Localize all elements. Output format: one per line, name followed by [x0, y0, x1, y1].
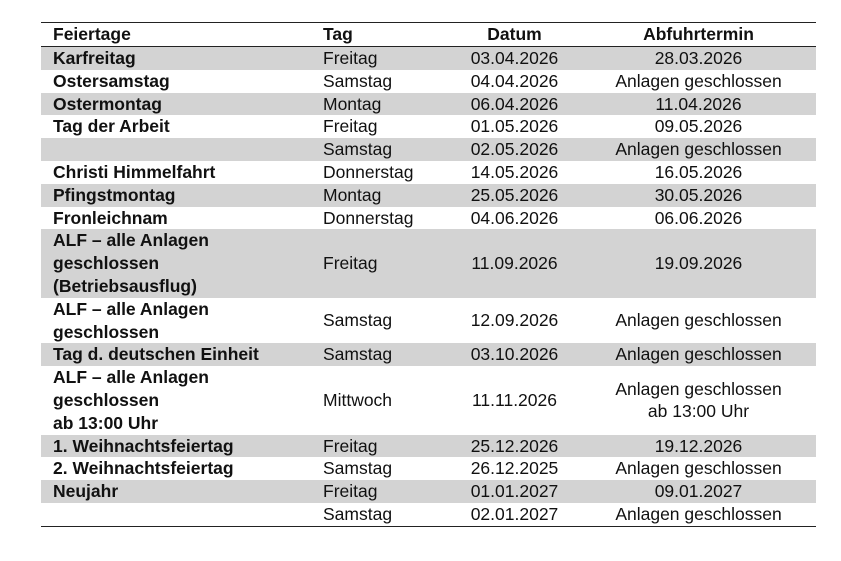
holiday-name-line: Christi Himmelfahrt [53, 161, 216, 182]
holiday-name-cell [41, 229, 321, 297]
table-row [41, 93, 816, 116]
pickup-date-line: ab 13:00 Uhr [647, 401, 750, 422]
holiday-name-line: Karfreitag [53, 48, 136, 68]
holiday-name-line: ALF – alle Anlagen [53, 230, 209, 251]
holiday-name-cell [41, 298, 321, 344]
holiday-name-line: Fronleichnam [53, 207, 168, 228]
holiday-name-cell [41, 366, 321, 434]
table-row [41, 229, 816, 297]
holiday-name-cell [41, 503, 321, 526]
table-row [41, 161, 816, 184]
holiday-name-cell [41, 138, 321, 161]
date-cell: 02.01.2027 [448, 503, 581, 526]
weekday-cell: Montag [321, 93, 448, 116]
pickup-date-cell [581, 47, 816, 70]
pickup-date-line: Anlagen geschlossen [615, 458, 782, 479]
table-row [41, 207, 816, 230]
weekday-cell: Freitag [321, 435, 448, 458]
pickup-date-line: 09.05.2026 [654, 116, 743, 137]
holiday-name-cell [41, 70, 321, 93]
pickup-date-cell [581, 298, 816, 344]
table-row [41, 366, 816, 434]
table-row [41, 298, 816, 344]
weekday-cell: Samstag [323, 70, 393, 91]
holiday-schedule-table-container [41, 22, 816, 527]
pickup-date-line: 16.05.2026 [654, 161, 743, 182]
table-header-row [41, 23, 816, 47]
weekday-cell: Samstag [321, 503, 448, 526]
date-cell: 25.12.2026 [448, 435, 581, 458]
date-cell: 11.11.2026 [472, 389, 557, 410]
pickup-date-cell [581, 366, 816, 434]
date-cell: 12.09.2026 [470, 310, 559, 331]
weekday-cell: Freitag [321, 480, 448, 503]
pickup-date-line: 11.04.2026 [655, 93, 742, 114]
table-row [41, 435, 816, 458]
holiday-name-cell [41, 184, 321, 207]
holiday-name-cell [41, 207, 321, 230]
pickup-date-cell [581, 480, 816, 503]
holiday-name-cell [41, 435, 321, 458]
date-cell: 03.04.2026 [448, 47, 581, 70]
pickup-date-cell [581, 229, 816, 297]
holiday-name-line: geschlossen [53, 389, 160, 410]
holiday-name-cell [41, 343, 321, 366]
holiday-name-cell [41, 47, 321, 70]
weekday-cell: Samstag [321, 343, 448, 366]
weekday-cell: Mittwoch [323, 389, 393, 410]
weekday-cell: Montag [321, 184, 448, 207]
holiday-name-line: ALF – alle Anlagen [53, 298, 209, 319]
pickup-date-line: Anlagen geschlossen [615, 503, 782, 524]
date-cell: 25.05.2026 [448, 184, 581, 207]
date-cell: 26.12.2025 [470, 458, 559, 479]
holiday-name-line: Tag d. deutschen Einheit [53, 344, 259, 365]
pickup-date-line: 09.01.2027 [654, 481, 743, 502]
pickup-date-cell [581, 435, 816, 458]
date-cell: 11.09.2026 [448, 229, 581, 297]
pickup-date-line: 19.09.2026 [654, 253, 743, 274]
pickup-date-cell [581, 161, 816, 184]
header-holidays: Feiertage [41, 23, 321, 47]
table-body [41, 47, 816, 527]
holiday-name-cell [41, 480, 321, 503]
weekday-cell: Samstag [321, 138, 448, 161]
pickup-date-cell [581, 343, 816, 366]
date-cell: 03.10.2026 [448, 343, 581, 366]
date-cell: 02.05.2026 [448, 138, 581, 161]
pickup-date-line: 28.03.2026 [654, 48, 743, 68]
pickup-date-cell [581, 457, 816, 480]
date-cell: 01.05.2026 [470, 116, 559, 137]
pickup-date-line: 06.06.2026 [654, 207, 743, 228]
holiday-name-cell [41, 457, 321, 480]
holiday-name-line: 1. Weihnachtsfeiertag [53, 435, 234, 456]
holiday-name-line: Neujahr [53, 481, 119, 502]
weekday-cell: Donnerstag [323, 207, 414, 228]
pickup-date-cell [581, 70, 816, 93]
date-cell: 01.01.2027 [448, 480, 581, 503]
table-row [41, 70, 816, 93]
header-day: Tag [321, 23, 448, 47]
date-cell: 04.04.2026 [470, 70, 559, 91]
date-cell: 06.04.2026 [448, 93, 581, 116]
table-row [41, 457, 816, 480]
pickup-date-cell [581, 503, 816, 526]
pickup-date-line: 30.05.2026 [654, 184, 743, 205]
holiday-name-cell [41, 93, 321, 116]
table-row [41, 184, 816, 207]
table-row [41, 480, 816, 503]
pickup-date-cell [581, 93, 816, 116]
pickup-date-line: Anlagen geschlossen [615, 378, 782, 399]
date-cell: 04.06.2026 [470, 207, 559, 228]
weekday-cell: Freitag [321, 229, 448, 297]
pickup-date-cell [581, 115, 816, 138]
table-row [41, 47, 816, 70]
weekday-cell: Freitag [321, 47, 448, 70]
holiday-schedule-table [41, 22, 816, 527]
header-pickup-date: Abfuhrtermin [581, 23, 816, 47]
weekday-cell: Samstag [323, 310, 393, 331]
date-cell: 14.05.2026 [470, 161, 559, 182]
pickup-date-line: Anlagen geschlossen [615, 344, 782, 365]
weekday-cell: Freitag [323, 116, 378, 137]
table-row [41, 343, 816, 366]
pickup-date-line: Anlagen geschlossen [615, 310, 782, 331]
pickup-date-cell [581, 207, 816, 230]
holiday-name-line: ALF – alle Anlagen [53, 367, 209, 388]
table-row [41, 138, 816, 161]
pickup-date-line: 19.12.2026 [654, 435, 743, 456]
holiday-name-line: geschlossen [53, 321, 160, 342]
table-row [41, 115, 816, 138]
holiday-name-line: ab 13:00 Uhr [53, 412, 159, 433]
table-row [41, 503, 816, 526]
holiday-name-line: Tag der Arbeit [53, 116, 170, 137]
weekday-cell: Samstag [323, 458, 393, 479]
holiday-name-line: 2. Weihnachtsfeiertag [53, 458, 234, 479]
pickup-date-cell [581, 184, 816, 207]
holiday-name-line: Pfingstmontag [53, 184, 176, 205]
pickup-date-line: Anlagen geschlossen [615, 70, 782, 91]
holiday-name-line: (Betriebsausflug) [53, 275, 197, 296]
header-date: Datum [448, 23, 581, 47]
pickup-date-cell [581, 138, 816, 161]
holiday-name-line: geschlossen [53, 253, 160, 274]
holiday-name-line: Ostersamstag [53, 70, 170, 91]
holiday-name-line: Ostermontag [53, 93, 162, 114]
pickup-date-line: Anlagen geschlossen [615, 139, 782, 160]
holiday-name-cell [41, 161, 321, 184]
weekday-cell: Donnerstag [323, 161, 414, 182]
holiday-name-cell [41, 115, 321, 138]
